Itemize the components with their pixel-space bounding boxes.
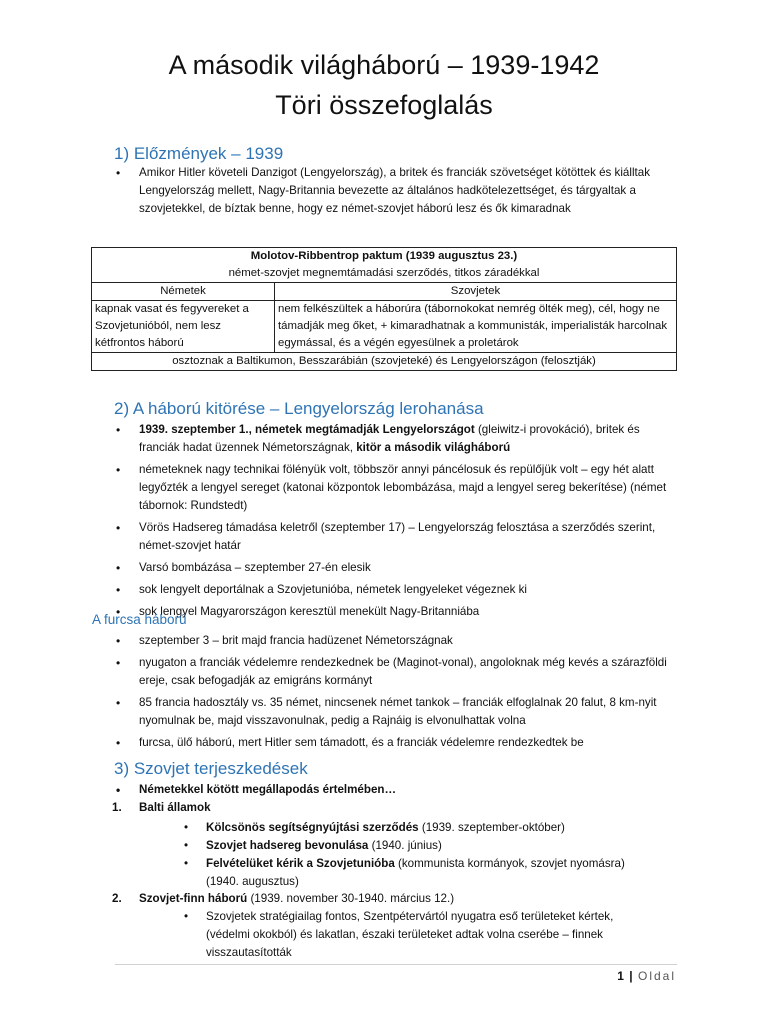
list-item: • 85 francia hadosztály vs. 35 német, nincsenek német tankok – franciák elfoglalnak 20 falut, 8 km-nyit nyomulnak be, majd visszavonulnak, pedig a Rajnáig is elvonulhattak volna: [112, 694, 682, 730]
footer-divider: [115, 964, 677, 965]
subheading-furcsa-haboru: A furcsa háború: [92, 612, 187, 627]
list-item: [180, 837, 630, 855]
bold-text: Szovjet hadsereg bevonulása: [206, 839, 369, 852]
list-item: [180, 855, 630, 891]
page-number: 1: [617, 969, 624, 983]
list-number: 1.: [112, 801, 122, 814]
table-title: Molotov-Ribbentrop paktum (1939 augusztus 23.): [250, 250, 518, 262]
page-footer: [617, 969, 676, 983]
list-item: • nyugaton a franciák védelemre rendezkednek be (Maginot-vonal), angoloknak még kevés a szárazföldi ereje, csak befogadják az emigráns kormányt: [112, 654, 682, 690]
bold-date: 1939. szeptember 1.: [139, 423, 249, 436]
finn-sublist: [180, 908, 630, 962]
text: (kommunista kormányok, szovjet nyomásra) (1940. augusztus): [206, 857, 625, 888]
bold-text: , németek megtámadják Lengyelországot: [248, 423, 475, 436]
section-heading-1: 1) Előzmények – 1939: [114, 144, 284, 163]
list-item: • furcsa, ülő háború, mert Hitler sem támadott, és a franciák védelemre rendezkedtek be: [112, 734, 682, 752]
document-title: A második világháború – 1939-1942: [168, 50, 600, 80]
furcsa-list: [112, 632, 682, 752]
document-subtitle: Töri összefoglalás: [275, 90, 493, 120]
table-header-nemetek: Németek: [92, 283, 275, 301]
table-footer-cell: osztoznak a Baltikumon, Besszarábián (szovjeteké) és Lengyelországon (felosztják): [92, 353, 677, 371]
table-subtitle: német-szovjet megnemtámadási szerződés, titkos záradékkal: [228, 267, 540, 279]
list-item: • Németekkel kötött megállapodás értelmében…: [112, 781, 682, 799]
list-item: • Vörös Hadsereg támadása keletről (szeptember 17) – Lengyelország felosztása a szerződés szerint, német-szovjet határ: [112, 519, 682, 555]
list-item: • németeknek nagy technikai fölényük volt, többször annyi páncélosuk és repülőjük volt – egy hét alatt legyőzték a lengyel sereget (katonai központok lebombázása, majd a lengyel sereg bekerítése) (német tábornok: Rundstedt): [112, 461, 682, 515]
table-cell-nemetek: kapnak vasat és fegyvereket a Szovjetunióból, nem lesz kétfrontos háború: [92, 301, 275, 353]
list-item: • Varsó bombázása – szeptember 27-én elesik: [112, 559, 682, 577]
list-item: • sok lengyel Magyarországon keresztül menekült Nagy-Britanniába: [112, 603, 682, 621]
bold-text: kitör a második világháború: [356, 441, 511, 454]
list-item: • szeptember 3 – brit majd francia hadüzenet Németországnak: [112, 632, 682, 650]
text: (gleiwitz-i provokáció), britek és franciák hadat üzennek Németországnak,: [139, 423, 640, 454]
text: (1939. szeptember-október): [418, 821, 565, 834]
section-2-list: [112, 421, 682, 621]
numbered-item-1: [112, 799, 682, 817]
list-item: • sok lengyelt deportálnak a Szovjetunióba, németek lengyeleket végeznek ki: [112, 581, 682, 599]
numbered-item-2: [112, 890, 682, 908]
balti-sublist: [180, 819, 630, 891]
bold-text: Kölcsönös segítségnyújtási szerződés: [206, 821, 419, 834]
text: Balti államok: [139, 801, 211, 814]
footer-separator: |: [629, 969, 633, 983]
table-header-szovjetek: Szovjetek: [275, 283, 677, 301]
section-heading-2: 2) A háború kitörése – Lengyelország lerohanása: [114, 399, 484, 418]
list-number: 2.: [112, 892, 122, 905]
section-heading-3: 3) Szovjet terjeszkedések: [114, 759, 308, 778]
list-item: • Szovjetek stratégiailag fontos, Szentpétervártól nyugatra eső területeket kértek, (védelmi okokból) és lakatlan, északi területeket adtak volna cserébe – finnek visszautasították: [180, 908, 630, 962]
bold-text: Szovjet-finn háború: [139, 892, 248, 905]
bold-text: Felvételüket kérik a Szovjetunióba: [206, 857, 395, 870]
list-item: • Amikor Hitler követeli Danzigot (Lengyelország), a britek és franciák szövetséget kötöttek és kiálltak Lengyelország mellett, Nagy-Britannia bevezette az általános hadkötelezettséget, és tárgyaltak a szovjetekkel, de bíztak benne, hogy ez német-szovjet háború lesz és ők kimaradnak: [112, 164, 682, 218]
section-1-list: [112, 164, 682, 218]
table-cell-szovjetek: nem felkészültek a háborúra (tábornokokat nemrég ölték meg), cél, hogy ne támadják meg őket, + kimaradhatnak a kommunisták, imperialisták harcolnak egymással, és a végén egyesülnek a proletárok: [275, 301, 677, 353]
text: (1939. november 30-1940. március 12.): [247, 892, 455, 905]
list-item: [112, 421, 682, 457]
page-label: Oldal: [637, 969, 676, 983]
section-3-intro: [112, 781, 682, 799]
molotov-ribbentrop-table: [91, 247, 677, 371]
table-title-cell: [92, 248, 677, 283]
list-item: [112, 799, 682, 817]
list-item: [112, 890, 682, 908]
text: (1940. június): [368, 839, 442, 852]
list-item: [180, 819, 630, 837]
